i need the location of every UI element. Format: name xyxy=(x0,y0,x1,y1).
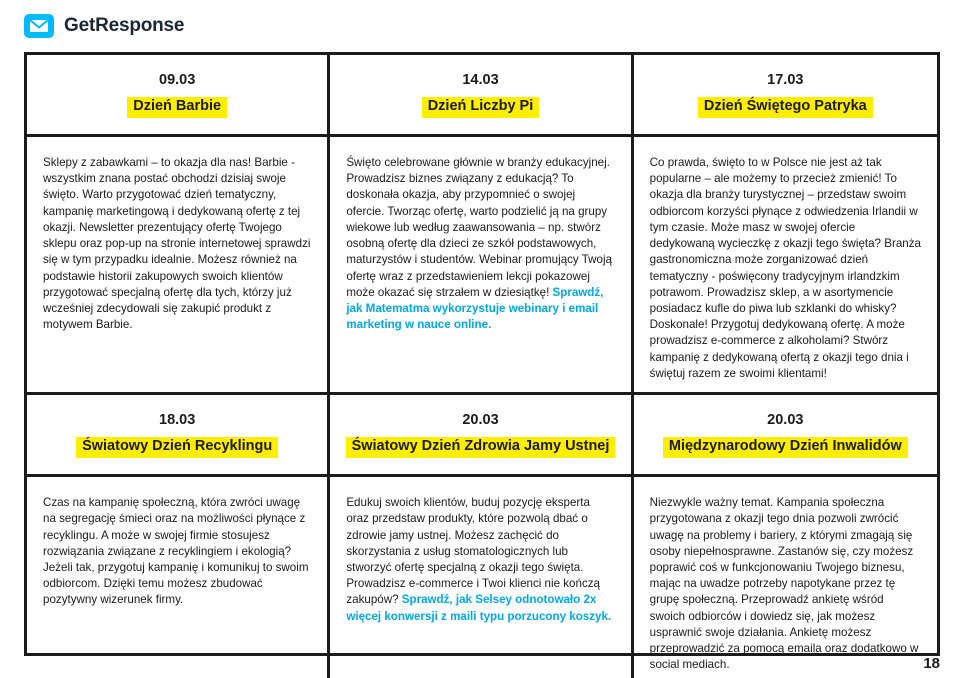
card-date: 17.03 xyxy=(767,72,804,88)
header-cell xyxy=(634,395,937,474)
body-cell xyxy=(634,137,937,392)
body-cell xyxy=(27,137,330,392)
card-body: Czas na kampanię społeczną, która zwróci uwagę na segregację śmieci oraz na możliwości płynące z recyklingu. A może w swojej firmie stosujesz rozwiązania związane z recyklingiem i ekologią? Jeżeli tak, przygotuj kampanię i komunikuj to swoim odbiorcom. Dzięki temu możesz zbudować pozytywny wizerunek firmy. xyxy=(43,496,309,607)
body-cell xyxy=(330,137,633,392)
card-body-link[interactable]: Sprawdź, jak Matematma wykorzystuje webinary i email marketing w nauce online. xyxy=(346,285,604,332)
body-cell xyxy=(27,477,330,678)
card-body: Edukuj swoich klientów, buduj pozycję eksperta oraz przedstaw produkty, które pozwolą dbać o zdrowie jamy ustnej. Możesz zachęcić do skorzystania z usług stomatologicznych lub stworzyć ofertę specjalną z okazji tego święta. Prowadzisz e-commerce i Twoi klienci nie kończą zakupów? Sprawdź, jak Selsey odnotowało 2x więcej konwersji z maili typu porzucony koszyk. xyxy=(346,496,612,623)
card-date: 20.03 xyxy=(462,412,499,429)
card-date: 14.03 xyxy=(462,72,499,88)
card-title: Międzynarodowy Dzień Inwalidów xyxy=(663,437,908,458)
body-row-2 xyxy=(27,477,937,678)
header-cell xyxy=(330,55,633,134)
calendar-grid xyxy=(24,52,940,672)
body-row-1 xyxy=(27,137,937,395)
body-cell xyxy=(634,477,937,678)
envelope-icon xyxy=(24,14,54,38)
header-cell xyxy=(634,55,937,134)
card-body: Co prawda, święto to w Polsce nie jest aż tak popularne – ale możemy to przecież zmienić! To okazja dla branży turystycznej – przedstaw swoim odbiorcom korzyści płynące z odwiedzenia Irlandii w tym czasie. Może masz w swojej ofercie dedykowaną wycieczkę z okazji tego święta? Branża gastronomiczna może zorganizować dzień tematyczny - poświęcony tradycyjnym irlandzkim potrawom. Prowadzisz sklep, a w asortymencie posiadacz kufle do piwa lub szklanki do whisky? Doskonale! Przygotuj dedykowaną ofertę. A może prowadzisz e-commerce z alkoholami? Stwórz kampanię z dedykowaną ofertą z okazji tego dnia i świętuj razem ze swoimi klientami! xyxy=(649,156,921,380)
brand-name: GetResponse xyxy=(64,15,185,36)
card-title: Dzień Liczby Pi xyxy=(422,97,540,118)
header-row-2 xyxy=(27,395,937,477)
card-date: 18.03 xyxy=(159,412,196,429)
card-body: Święto celebrowane głównie w branży edukacyjnej. Prowadzisz biznes związany z edukacją? To doskonała okazja, aby przypomnieć o swojej ofercie. Tworząc ofertę, warto podzielić ją na grupy wiekowe lub według zaawansowania – np. stwórz osobną ofertę dla dzieci ze szkół podstawowych, maturzystów i studentów. Webinar promujący Twoją ofertę wraz z przedstawieniem lekcji pokazowej może okazać się strzałem w dziesiątkę! Sprawdź, jak Matematma wykorzystuje webinary i email marketing w nauce online. xyxy=(346,156,613,332)
brand-logo xyxy=(24,14,184,38)
header-row-1 xyxy=(27,55,937,137)
card-title: Światowy Dzień Recyklingu xyxy=(76,437,278,458)
body-cell xyxy=(330,477,633,678)
card-date: 20.03 xyxy=(767,412,804,429)
header-cell xyxy=(27,395,330,474)
header-cell xyxy=(330,395,633,474)
card-body: Sklepy z zabawkami – to okazja dla nas! Barbie - wszystkim znana postać obchodzi dzisiaj swoje święto. Warto przygotować dzień tematyczny, kampanię marketingową i dedykowaną ofertę z tej okazji. Newsletter prezentujący ofertę Twojego sklepu oraz pop-up na stronie internetowej sprawdzi się w tym przypadku idealnie. Możesz również na podstawie historii zakupowych swoich klientów przygotować specjalną ofertę dla tych, którzy już wcześniej zdecydowali się zakupić produkt z motywem Barbie. xyxy=(43,156,311,332)
card-date: 09.03 xyxy=(159,72,196,88)
card-body-link[interactable]: Sprawdź, jak Selsey odnotowało 2x więcej konwersji z maili typu porzucony koszyk. xyxy=(346,593,612,623)
card-title: Światowy Dzień Zdrowia Jamy Ustnej xyxy=(346,437,616,458)
card-title: Dzień Świętego Patryka xyxy=(698,97,873,118)
page-number: 18 xyxy=(923,655,940,672)
card-title: Dzień Barbie xyxy=(127,97,227,118)
card-body: Niezwykle ważny temat. Kampania społeczna przygotowana z okazji tego dnia pozwoli zwrócić uwagę na problemy i bariery, z którymi zmagają się osoby niepełnosprawne. Zastanów się, czy możesz poprawić coś w funkcjonowaniu Twojego biznesu, mając na uwadze potrzeby napotykane przez tę grupę społeczną. Przeprowadź ankietę wśród swoich odbiorców i dowiedz się, jak możesz usprawnić swoje działania. Ankietę możesz przeprowadzić za pomocą emaila oraz dodatkowo w social mediach. xyxy=(649,496,919,672)
header-cell xyxy=(27,55,330,134)
